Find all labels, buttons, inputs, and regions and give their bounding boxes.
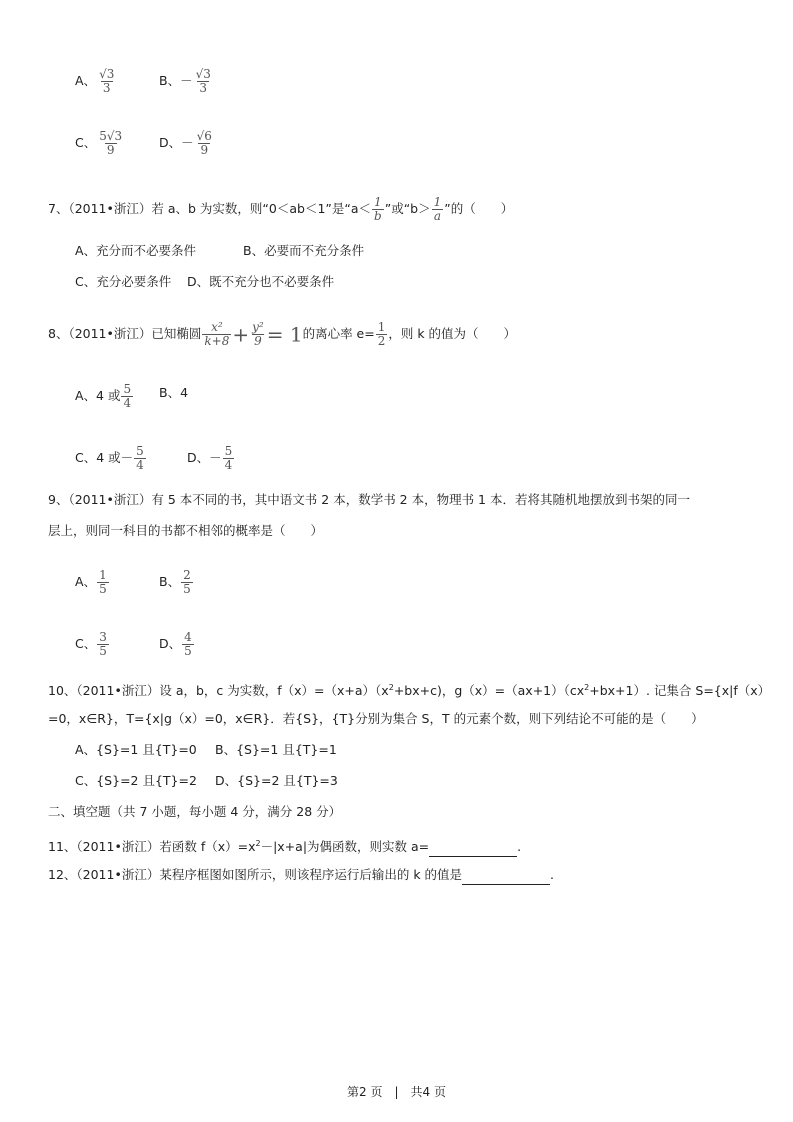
q8-option-d[interactable]: D、－ $\frac{5}{4}$: [187, 444, 233, 472]
answer-blank[interactable]: [429, 842, 517, 857]
minus-sign: －: [181, 135, 194, 150]
q7-option-c[interactable]: C、充分必要条件: [75, 274, 172, 289]
fraction: $\frac{4}{5}$: [184, 630, 192, 658]
fraction: $\frac{2}{5}$: [183, 568, 191, 596]
q8-option-a[interactable]: A、4 或 $\frac{5}{4}$: [75, 382, 132, 410]
q8-stem: 8、（2011•浙江）已知椭圆 $\frac{\text{x²}}{k+8}$ + $\frac{\text{y²}}{9}$ = 1的离心率 e= $\frac{1}{2}$ ，则 k 的值为（ ）: [48, 320, 517, 348]
q7-stem: 7、（2011•浙江）若 a、b 为实数，则“0＜ab＜1”是“a＜ $\frac{1}{b}$ ”或“b＞ $\frac{1}{a}$ ”的（ ）: [48, 195, 514, 223]
q10-option-a[interactable]: A、{S}=1 且{T}=0: [75, 742, 197, 757]
q9-stem-line1: 9、（2011•浙江）有 5 本不同的书，其中语文书 2 本，数学书 2 本，物理书 1 本．若将其随机地摆放到书架的同一: [48, 492, 690, 507]
q9-stem-line2: 层上，则同一科目的书都不相邻的概率是（ ）: [48, 523, 324, 538]
minus-sign: －: [180, 73, 193, 88]
fraction: $\frac{√6}{9}$: [196, 129, 212, 157]
fraction: $\frac{\text{x²}}{k+8}$: [204, 320, 230, 348]
answer-blank[interactable]: [462, 870, 550, 885]
q10-option-d[interactable]: D、{S}=2 且{T}=3: [215, 773, 338, 788]
q8-option-b[interactable]: B、4: [159, 385, 189, 400]
fraction: $\frac{√3}{3}$: [195, 67, 211, 95]
q9-option-a[interactable]: A、 $\frac{1}{5}$: [75, 568, 107, 596]
fraction: $\frac{1}{5}$: [99, 568, 107, 596]
fraction: $\frac{5}{4}$: [123, 382, 132, 410]
option-label: C、: [75, 135, 97, 150]
q12-stem: 12、（2011•浙江）某程序框图如图所示，则该程序运行后输出的 k 的值是 .: [48, 865, 554, 885]
fraction: $\frac{1}{2}$: [377, 320, 386, 348]
fraction: $\frac{3}{5}$: [99, 630, 107, 658]
fraction: $\frac{1}{b}$: [374, 195, 382, 223]
q10-stem-line1: 10、（2011•浙江）设 a，b，c 为实数，$f(x)=(x+a)(x^2+bx+c)$，$g(x)=(ax+1)(cx^2+bx+1)$. 记集合 S={x|f（x）: [48, 683, 771, 699]
q10-option-b[interactable]: B、{S}=1 且{T}=1: [215, 742, 337, 757]
q6-option-d[interactable]: [159, 130, 215, 157]
fraction: $\frac{5√3}{9}$: [99, 129, 123, 157]
option-label: A、: [75, 73, 97, 88]
q10-stem-line2: =0，x∈R}，T={x|g（x）=0，x∈R}．若{S}，{T}分别为集合 S，T 的元素个数，则下列结论不可能的是（ ）: [48, 711, 704, 726]
option-label: B、: [159, 73, 181, 88]
q7-option-d[interactable]: D、既不充分也不必要条件: [187, 274, 335, 289]
q7-option-b[interactable]: B、必要而不充分条件: [243, 243, 365, 258]
section-heading: 二、填空题（共 7 小题，每小题 4 分，满分 28 分）: [48, 804, 342, 819]
option-label: D、: [159, 135, 182, 150]
fraction: $\frac{5}{4}$: [136, 444, 144, 472]
q7-option-a[interactable]: A、充分而不必要条件: [75, 243, 197, 258]
page-footer: 第2 页 | 共4 页: [347, 1085, 446, 1099]
fraction: $\frac{\text{y²}}{9}$: [252, 320, 264, 348]
q8-option-c[interactable]: C、4 或－ $\frac{5}{4}$: [75, 444, 144, 472]
q9-option-b[interactable]: B、 $\frac{2}{5}$: [159, 568, 191, 596]
fraction: $\frac{5}{4}$: [224, 444, 233, 472]
fraction: $\frac{1}{a}$: [433, 195, 442, 223]
q10-option-c[interactable]: C、{S}=2 且{T}=2: [75, 773, 197, 788]
fraction: $\frac{√3}{3}$: [99, 67, 115, 95]
q6-option-a[interactable]: [75, 68, 117, 95]
q6-option-c[interactable]: [75, 130, 125, 157]
q9-option-d[interactable]: D、 $\frac{4}{5}$: [159, 630, 192, 658]
q6-option-b[interactable]: [159, 68, 214, 95]
q9-option-c[interactable]: C、 $\frac{3}{5}$: [75, 630, 107, 658]
q11-stem: 11、（2011•浙江）若函数 $f(x)=x^2-|x+a|$为偶函数，则实数 a= .: [48, 834, 521, 857]
